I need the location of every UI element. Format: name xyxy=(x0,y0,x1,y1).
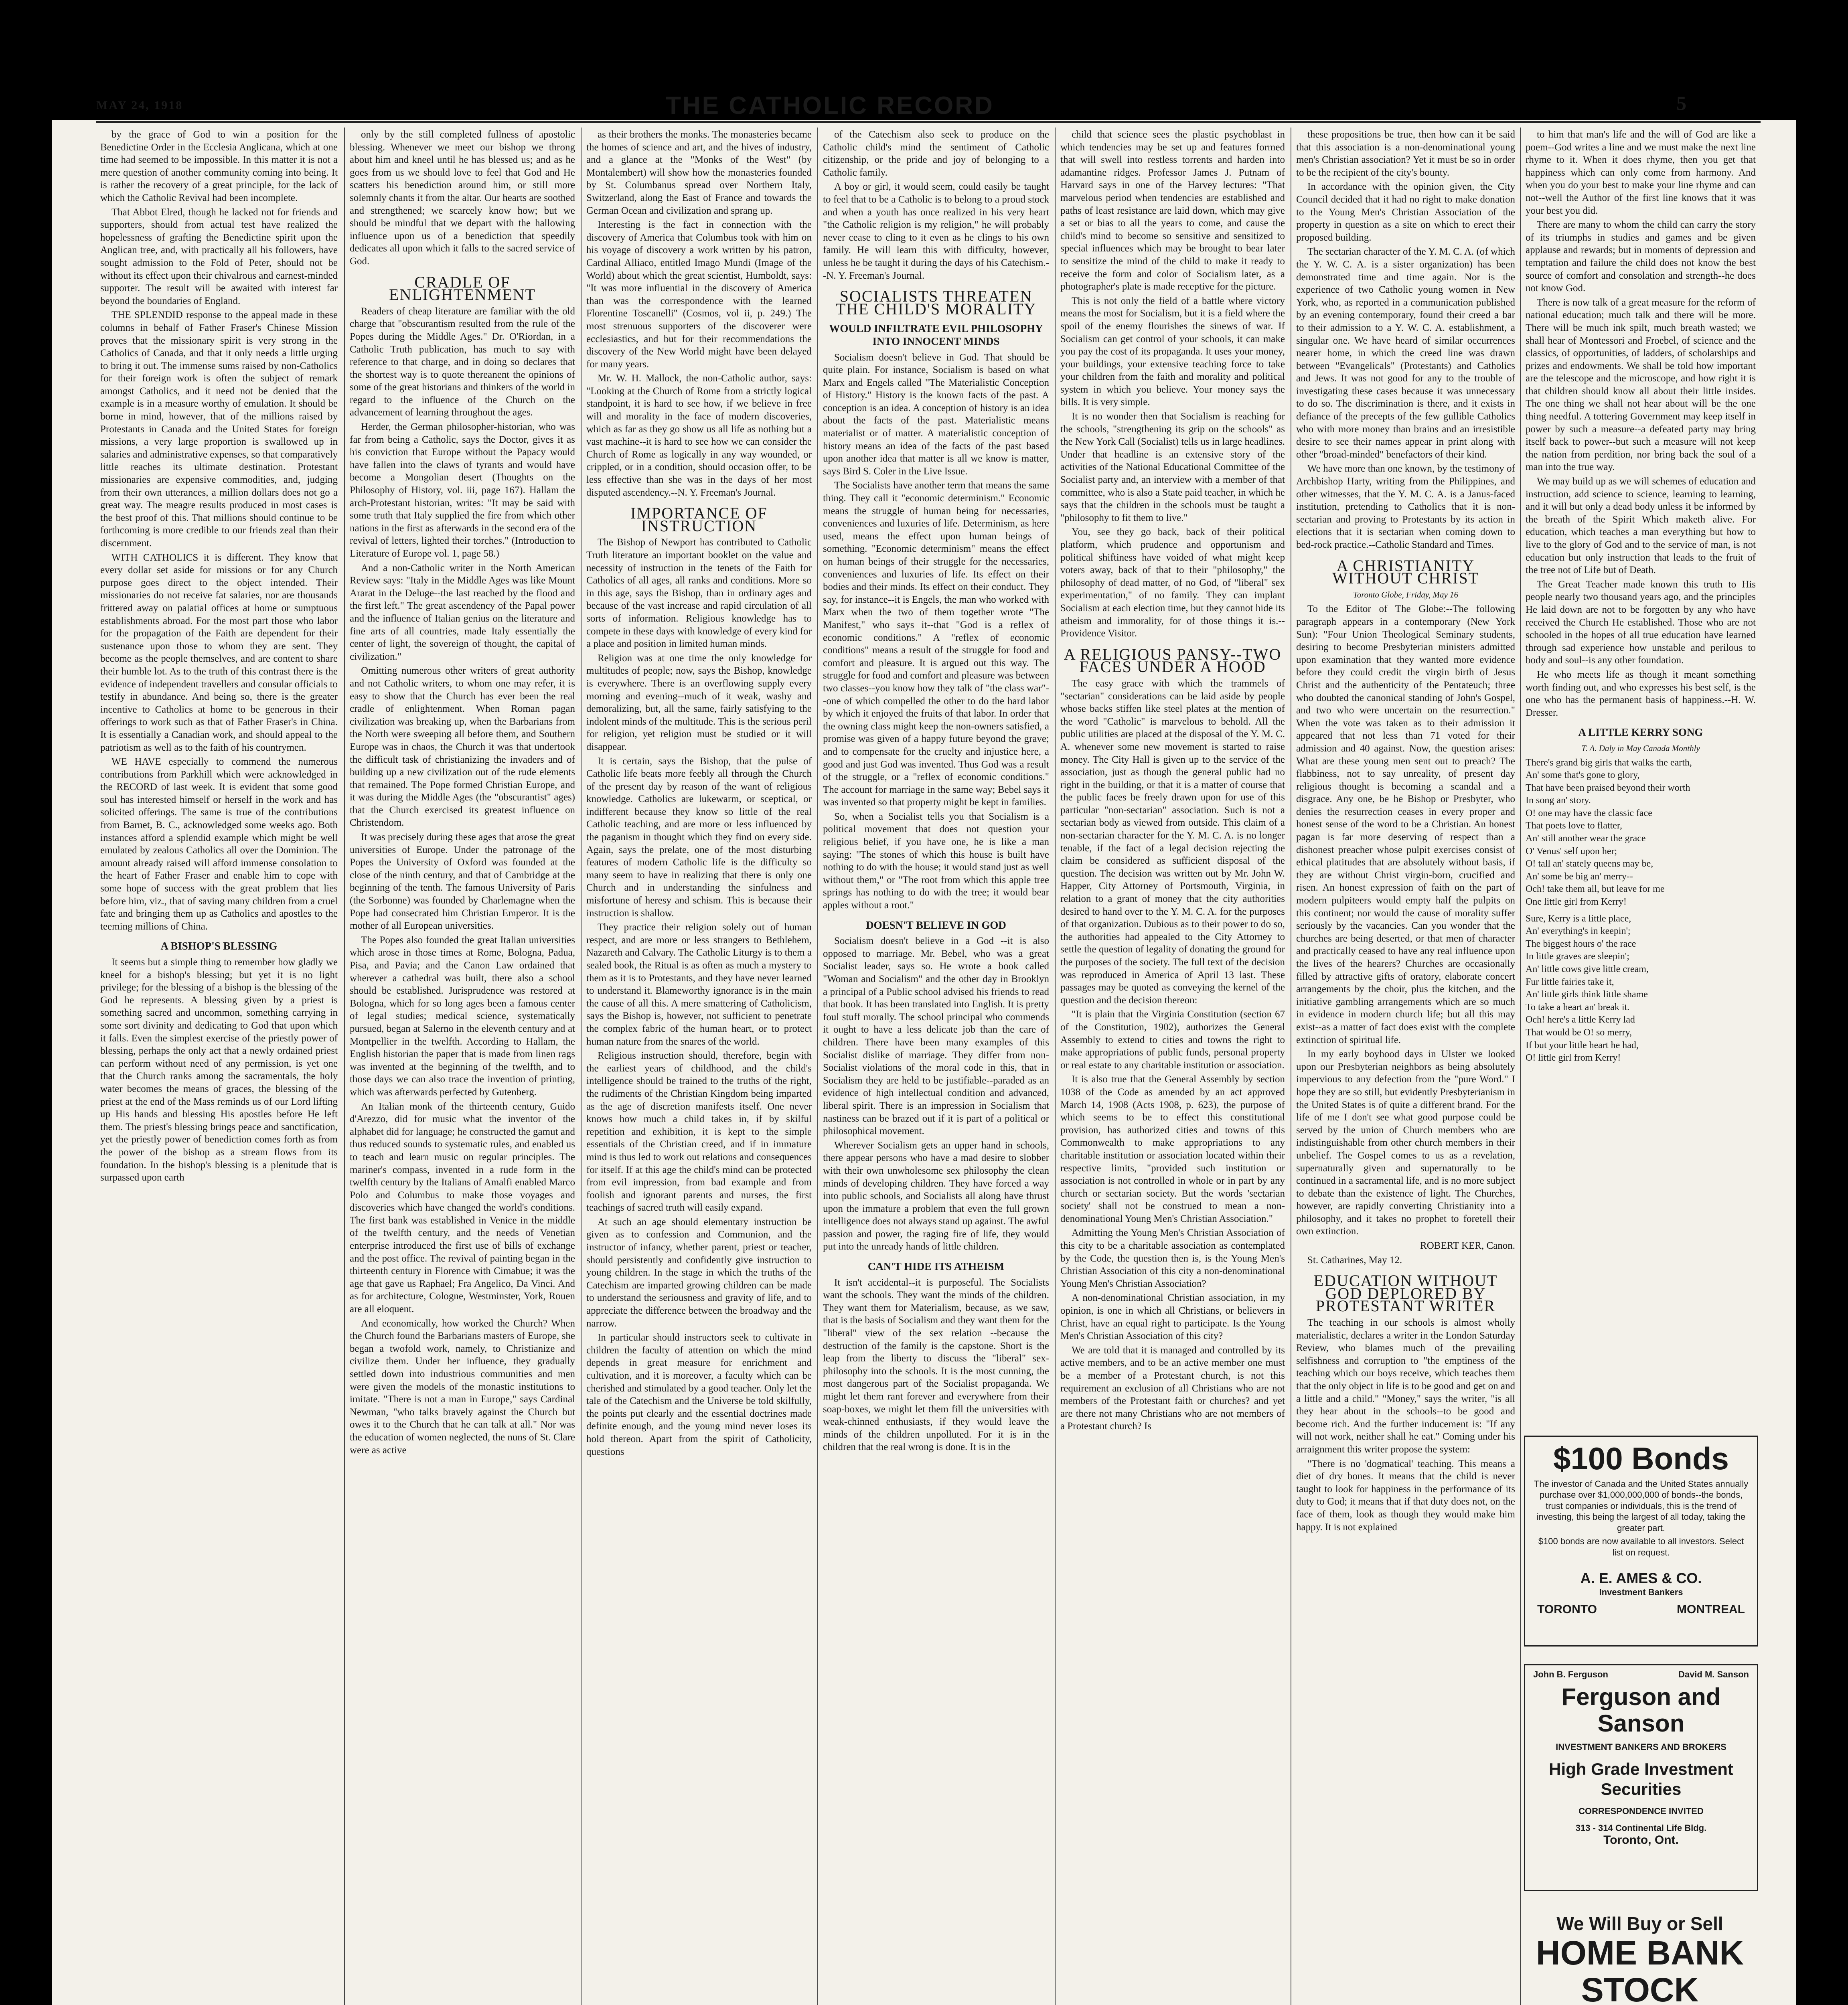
article-paragraph: child that science sees the plastic psychoblast in which tendencies may be set up and features formed that will swell into restless torrents and harden into adamantine ridges. Professor James J. Putnam of Harvard says in one of the Harvey lectures: "That marvelous period when tendencies are established and paths of least resistance are laid down, which may give a set or bias to all the years to come, and cause the child's mind to become so sensitive and sensitized to special influences which may be brought to bear later to sensitize the mind of the child to make it ready to receive the form and color of Socialism later, as a photographer's plate is made receptive for the picture. xyxy=(1060,129,1285,292)
article-paragraph: In particular should instructors seek to cultivate in children the faculty of attention on which the mind depends in great measure for enrichment and cultivation, and it is moreover, a faculty which can be cherished and stimulated by a good teacher. Only let the tale of the Catechism and the Universe be told skilfully, the points put clearly and the essential doctrines made definite enough, and the young mind never loses its hold thereon. Apart from the spirit of Catholicity, questions xyxy=(586,1332,812,1457)
article-paragraph: Socialism doesn't believe in God. That should be quite plain. For instance, Socialism is based on what Marx and Engels called "The Materialistic Conception of History." History is the known facts of the past. A conception is an idea. A conception of history is an idea about the facts of the past. Materialistic means materialist or of matter. A materialistic conception of history means an idea of the facts of the past based upon another idea that matter is all we know is matter, says Bird S. Coler in the Live Issue. xyxy=(823,352,1049,477)
headline-cradle-of-enlightenment: CRADLE OF ENLIGHTENMENT xyxy=(389,273,536,304)
dateline: Toronto Globe, Friday, May 16 xyxy=(1353,589,1459,599)
article-paragraph: "It is plain that the Virginia Constitution (section 67 of the Constitution, 1902), authorizes the General Assembly to extend to cities and towns the right to make appropriations of public funds, personal property or real estate to any charitable institution or association. xyxy=(1060,1009,1285,1071)
ad-firm: Ferguson and Sanson xyxy=(1561,1683,1721,1737)
article-paragraph: only by the still completed fullness of apostolic blessing. Whenever we meet our bishop we throng about him and kneel until he has blessed us; and as he goes from us we should love to feel that God and He scatters his benediction around him, or still more solemnly chants it from the altar. Our hearts are soothed and strengthened; we scarcely know how; but we should be mindful that we depart with the hallowing influence upon us of a benediction that speedily dedicates all upon which it falls to the sacred service of God. xyxy=(350,129,575,267)
poem-stanza-1 xyxy=(1526,757,1756,909)
article-paragraph: A non-denominational Christian association, in my opinion, is one in which all Christians, or believers in Christ, have an equal right to participate. Is the Young Men's Christian Association of this city? xyxy=(1060,1292,1285,1342)
poem-line: An' little girls think little shame xyxy=(1526,989,1648,1000)
column-4 xyxy=(823,128,1049,2005)
headline-religious-pansy: A RELIGIOUS PANSY--TWO FACES UNDER A HOOD xyxy=(1064,645,1282,676)
article-paragraph: The sectarian character of the Y. M. C. A. (of which the Y. W. C. A. is a sister organization) has been demonstrated time and time again. Nor is the experience of two Catholic young women in New York, who, as reported in a communication published by an evening contemporary, found their creed a bar to their admission to a Y. W. C. A. establishment, a singular one. We have heard of similar occurrences nearer home, in which the creed line was drawn between "Evangelicals" (Protestants) and Catholics and Jews. It was not good for any to the trouble of investigating these cases because it was unnecessary to do so. The discrimination is there, and it exists in defiance of the precepts of the few gullible Catholics who with more money than brains and an irresistible desire to see their names appear in print along with other "broad-minded" benefactors of their kind. xyxy=(1296,246,1515,460)
subheadline-god: DOESN'T BELIEVE IN GOD xyxy=(866,919,1006,931)
poem-line: O! tall an' stately queens may be, xyxy=(1526,859,1653,869)
signature-place: St. Catharines, May 12. xyxy=(1307,1254,1402,1266)
article-paragraph: This is not only the field of a battle where victory means the most for Socialism, but it is a field where the spoil of the enemy flourishes the sinews of war. If Socialism can get control of your schools, it can make you pay the cost of its propaganda. It uses your money, your buildings, your extensive teaching force to take your children from the faith and morality and political system in which you believe. Your money says the bills. It is very simple. xyxy=(1060,295,1285,408)
article-paragraph: Herder, the German philosopher-historian, who was far from being a Catholic, says the Doctor, gives it as his conviction that Europe without the Papacy would have fallen into the claws of tyrants and would have become a Mongolian desert (Thoughts on the Philosophy of History, vol. iii, page 167). Hallam the arch-Protestant historian, writes: "It may be said with some truth that Italy supplied the fire from which other nations in the first as afterwards in the second era of the revival of letters, lighted their torches." (Introduction to Literature of Europe vol. 1, page 58.) xyxy=(350,421,575,559)
signature: ROBERT KER, Canon. xyxy=(1420,1240,1515,1252)
article-paragraph: as their brothers the monks. The monasteries became the homes of science and art, and the hives of industry, and a glance at the "Monks of the West" (by Montalembert) will show how the monasteries founded by St. Columbanus spread over Northern Italy, Switzerland, along the East of France and towards the German Ocean and civilization and sprang up. xyxy=(586,129,812,216)
article-paragraph: The Bishop of Newport has contributed to Catholic Truth literature an important booklet on the value and necessity of instruction in the tenets of the Faith for Catholics of all ages, all ranks and conditions. More so in this age, says the Bishop, than in ordinary ages and because of the vast increase and rapid circulation of all sorts of information. Religious knowledge has to compete in these days with knowledge of every kind for a place and position in limited human minds. xyxy=(586,537,812,650)
ad-city: MONTREAL xyxy=(1677,1602,1745,1616)
article-paragraph: The Socialists have another term that means the same thing. They call it "economic determinism." Economic means the struggle of human being for necessaries, conveniences and luxuries of life. Determinism, as here used, means the effect upon human beings of something. "Economic determinism" means the effect on human beings of their struggle for the necessaries, conveniences and luxuries of life. Its effect on their bodies and their minds. Its effect on their conduct. They say, for instance--it is Engels, the man who worked with Marx when the two of them together wrote "The Manifest," who says it--that "God is a reflex of economic conditions." A "reflex of economic conditions" means a result of the struggle for food and comfort and pleasure. It is argued out this way. The struggle for food and comfort and pleasure was between two classes--you know how they talk of "the class war"--one of which compelled the other to do the hard labor by which it enjoyed the fruits of that labor. In order that the owning class might keep the non-owners satisfied, a promise was given of a happy future beyond the grave; and to compensate for the cruelty and injustice here, a good and just God was invented. Thus God was a result of the struggle, or a "reflex of economic conditions." The account for marriage in the same way; Bebel says it was invented so that property might be kept in families. xyxy=(823,480,1049,808)
ad-line: STOCK xyxy=(1581,1971,1699,2005)
poem-line: That poets love to flatter, xyxy=(1526,820,1622,831)
article-paragraph: Mr. W. H. Mallock, the non-Catholic author, says: "Looking at the Church of Rome from a strictly logical standpoint, it is hard to see how, if we believe in free will and morality in the face of modern discoveries, which as far as they go show us all life as nothing but a vast machine--it is hard to see how we can consider the Church of Rome as logically in any way wounded, or crippled, or in a condition, should occasion offer, to be less effective than she was in the days of her most disputed ascendency.--N. Y. Freeman's Journal. xyxy=(586,373,812,498)
ad-ferguson-sanson xyxy=(1524,1664,1758,1891)
poem-line: Fur little fairies take it, xyxy=(1526,976,1614,987)
column-divider xyxy=(1520,128,1521,2005)
ad-partner: John B. Ferguson xyxy=(1533,1669,1608,1679)
ad-headline: High Grade Investment Securities xyxy=(1549,1759,1733,1798)
article-paragraph: And a non-Catholic writer in the North American Review says: "Italy in the Middle Ages was like Mount Ararat in the Deluge--the last reached by the flood and the first left." The great ascendency of the Papal power and the influence of Italian genius on the literature and fine arts of all countries, made Italy essentially the center of light, the sovereign of thought, the capital of civilization." xyxy=(350,562,575,662)
poem-line: There's grand big girls that walks the earth, xyxy=(1526,757,1692,768)
poem-line: O! one may have the classic face xyxy=(1526,808,1652,818)
ad-bonds xyxy=(1524,1436,1758,1647)
article-paragraph: To the Editor of The Globe:--The following paragraph appears in a contemporary (New York Sun): "Four Union Theological Seminary students, desiring to become Presbyterian ministers admitted upon examination that they wanted more evidence before they could credit the virgin birth of Jesus Christ and the authenticity of the Pentateuch; three who doubted the canonical standing of John's Gospel, and two who were uncertain on the resurrection." When the vote was taken as to their admission it appeared that not less than 71 voted for their admission and 40 against. Now, the question arises: What are these young men sent out to preach? The flabbiness, not to say unreality, of present day religious thought is becoming a scandal and a disgrace. Any one, be he Bishop or Presbyter, who denies the resurrection ceases in every proper and honest sense of the word to be a Christian. An honest pagan is far more deserving of respect than a dishonest preacher whose pulpit exercises consist of ethical platitudes that are absolutely without basis, if they are without Christ virgin-born, crucified and risen. An honest expression of faith on the part of modern pulpiteers would empty half the pulpits on this continent; nor would the cause of morality suffer seriously by the vacancies. Can you wonder that the churches are being deserted, or that men of character and practically ceased to have any real influence upon the lives of the hearers? Churches are occasionally filled by attractive gifts of oratory, elaborate concert arrangements by the choir, plus the kitchen, and the initiative gambling arrangements which are so much in evidence in modern church life; but all this may exist--as a matter of fact does exist with the complete extinction of spiritual life. xyxy=(1296,604,1515,1045)
article-paragraph: You, see they go back, back of their political platform, which prudence and opportunism and political shiftiness have voided of what might keep voters away, back of that to their "philosophy," the philosophy of dead matter, of no God, of "liberal" sex experimentation," of no family. They can implant Socialism at each election time, but they cannot hide its atheism and immorality, for of those things it is.--Providence Visitor. xyxy=(1060,527,1285,639)
article-paragraph: Omitting numerous other writers of great authority and not Catholic writers, to whom one may refer, it is easy to show that the Church has ever been the real cradle of enlightenment. When Roman pagan civilization was breaking up, when the Barbarians from the North were sweeping all before them, and Southern Europe was in chaos, the Church it was that undertook the difficult task of christianizing the invaders and of building up a new civilization out of the rude elements that remained. The Pope formed Christian Europe, and it was during the Middle Ages (the "obscurantist" ages) that the Church exercised its greatest influence on Christendom. xyxy=(350,665,575,828)
poem-line: In little graves are sleepin'; xyxy=(1526,951,1629,962)
article-paragraph: It was precisely during these ages that arose the great universities of Europe. Under the patronage of the Popes the University of Oxford was founded at the close of the ninth century, and that of Cambridge at the beginning of the tenth. The famous University of Paris (the Sorbonne) was founded by Charlemagne when the Pope had consecrated him Christian Emperor. It is the mother of all European universities. xyxy=(350,832,575,932)
poem-line: In song an' story. xyxy=(1526,795,1591,806)
ad-line: We Will Buy or Sell xyxy=(1556,1913,1723,1934)
headline-kerry-song: A LITTLE KERRY SONG xyxy=(1578,726,1703,739)
poem-line: An' still another wear the grace xyxy=(1526,833,1646,844)
article-paragraph: of the Catechism also seek to produce on the Catholic child's mind the sentiment of Catholic citizenship, or the pride and joy of belonging to a Catholic family. xyxy=(823,129,1049,178)
poem-line: If but your little heart he had, xyxy=(1526,1040,1639,1051)
article-paragraph: In my early boyhood days in Ulster we looked upon our Presbyterian neighbors as being absolutely impervious to any defection from the "pure Word." I hope they are so still, but evidently Presbyterianism in the United States is of quite a different brand. For the life of me I don't see what good purpose could be served by the union of Church members who are indistinguishable from other church members in their unbelief. The Gospel comes to us as a revelation, supernaturally given and supernaturally to be continued in a sacramental life, and is no more subject to debate than the existence of light. The Churches, however, are rapidly converting Christianity into a philosophy, and it takes no prophet to foretell their own extinction. xyxy=(1296,1049,1515,1237)
column-divider xyxy=(344,128,345,2005)
issue-date: MAY 24, 1918 xyxy=(96,99,183,112)
headline-bishops-blessing: A BISHOP'S BLESSING xyxy=(160,940,278,952)
ad-firm-sub: Investment Bankers xyxy=(1599,1587,1683,1598)
article-paragraph: It is also true that the General Assembly by section 1038 of the Code as amended by an act approved March 14, 1908 (Acts 1908, p. 623), the purpose of which seems to be to effect this constitutional provision, has authorized cities and towns of this Commonwealth to make appropriations to any charitable institution or association located within their respective limits, "provided such institution or association is not controlled in whole or in part by any church or sectarian society. But the words 'sectarian society' shall not be construed to mean a non-denominational Young Men's Christian Association." xyxy=(1060,1074,1285,1224)
article-paragraph: He who meets life as though it meant something worth finding out, and who expresses his best self, is the one who has the permanent basis of happiness.--H. W. Dresser. xyxy=(1526,669,1756,718)
column-2 xyxy=(350,128,575,2005)
article-paragraph: by the grace of God to win a position for the Benedictine Order in the Ecclesia Anglicana, which at one time had seemed to be impossible. In this matter it is not a mere question of another community coming into being. It is rather the recovery of a great principle, for the lack of which the Catholic Revival had been incomplete. xyxy=(100,129,338,203)
article-paragraph: The Popes also founded the great Italian universities which arose in those times at Rome, Bologna, Padua, Pisa, and Pavia; and the Canon Law ordained that wherever a cathedral was built, there also a school should be established. Jurisprudence was restored at Bologna, which for so long ages been a famous center of legal studies; medical science, systematically pursued, began at Salerno in the eleventh century and at Montpellier in the twelfth. According to Hallam, the English historian the paper that is made from linen rags was invented at the beginning of the twelfth, and to those days we can also trace the invention of printing, which was afterwards perfected by Gutenberg. xyxy=(350,934,575,1098)
poem-line: An' some be big an' merry-- xyxy=(1526,871,1633,882)
ad-cities xyxy=(1525,1598,1757,1621)
ad-correspondence: CORRESPONDENCE INVITED xyxy=(1578,1806,1704,1817)
article-paragraph: We are told that it is managed and controlled by its active members, and to be an active member one must be a member of a Protestant church, is not this requirement an exclusion of all Christians who are not members of the Protestant faith or churches? and yet are there not many Christians who are not members of a Protestant church? Is xyxy=(1060,1345,1285,1432)
ad-headline: $100 Bonds xyxy=(1553,1441,1729,1476)
column-divider xyxy=(581,128,582,2005)
article-paragraph: In accordance with the opinion given, the City Council decided that it had no right to make donation to the Young Men's Christian Association of the property in question as a site on which to erect their proposed building. xyxy=(1296,181,1515,243)
column-divider xyxy=(817,128,818,2005)
page-number: 5 xyxy=(1676,92,1686,114)
masthead-rule xyxy=(96,121,1761,123)
article-paragraph: The Great Teacher made known this truth to His people nearly two thousand years ago, and the principles He laid down are not to be forgotten by any who have received the Church He established. Those who are not schooled in the hopes of all true education have learned through sad experience how unstable and perilous to body and soul--is any other foundation. xyxy=(1526,579,1756,666)
ad-home-bank xyxy=(1524,1909,1756,2005)
headline-importance-of-instruction: IMPORTANCE OF INSTRUCTION xyxy=(630,504,768,535)
poem-line: An' little cows give little cream, xyxy=(1526,964,1649,974)
article-paragraph: WITH CATHOLICS it is different. They know that every dollar set aside for missions or for any Church purpose goes direct to the object intended. Their missionaries do not receive fat salaries, nor are thousands frittered away on palatial offices at home or sumptuous establishments abroad. For the most part those who labor for the propagation of the Faith are dependent for their sustenance upon those to whom they are sent. They become as the people themselves, and are content to share their humble lot. As to the truth of this contrast there is the evidence of independent travellers and consular officials to testify in abundance. And being so, there is the greater incentive to Catholics at home to be generous in their offerings to work such as that of Father Fraser's in China. It is essentially a Canadian work, and should appeal to the patriotism as well as to the faith of his countrymen. xyxy=(100,552,338,753)
headline-education-without-god: EDUCATION WITHOUT GOD DEPLORED BY PROTESTANT WRITER xyxy=(1313,1272,1498,1315)
poem-line: That have been praised beyond their worth xyxy=(1526,782,1690,793)
article-paragraph: There is now talk of a great measure for the reform of national education; much talk and there will be more. There will be much ink spilt, much breath wasted; we shall hear of Montessori and Froebel, of science and the classics, of opportunities, of ladders, of scholarships and prizes and endowments. We shall be told how important are the telescope and the microscope, and how right it is that children should know all about their little insides. The one thing we shall not hear about will be the one thing needful. A tottering Government may keep itself in power by such a measure--a defeated party may bring itself back to power--but such a measure will not keep the nation from perdition, nor bring back the soul of a man into the true way. xyxy=(1526,297,1756,473)
ad-address: 313 - 314 Continental Life Bldg. xyxy=(1575,1823,1707,1833)
poem-line: Sure, Kerry is a little place, xyxy=(1526,913,1631,924)
article-paragraph: Wherever Socialism gets an upper hand in schools, there appear persons who have a mad desire to slobber with their own unwholesome sex philosophy the clean minds of developing children. They have forced a way into public schools, and Socialists all along have thrust upon the immature a problem that even the full grown intelligence does not always stand up against. The awful passion and power, the raging fire of life, they would put into the unready hands of little children. xyxy=(823,1140,1049,1252)
poem-credit: T. A. Daly in May Canada Monthly xyxy=(1581,743,1700,753)
article-paragraph: Admitting the Young Men's Christian Association of this city to be a charitable association as contemplated by the Code, the question then is, is the Young Men's Christian Association of this city a non-denominational Young Men's Christian Association? xyxy=(1060,1227,1285,1289)
ad-note: $100 bonds are now available to all investors. Select list on request. xyxy=(1538,1536,1744,1557)
poem-line: Och! here's a little Kerry lad xyxy=(1526,1015,1635,1025)
poem-line: An' some that's gone to glory, xyxy=(1526,770,1640,781)
article-paragraph: A boy or girl, it would seem, could easily be taught to feel that to be a Catholic is to belong to a proud stock and when a youth has once realized in his very heart "the Catholic religion is my religion," he will probably never cease to cling to it even as he clings to his own family. He will learn this with difficulty, however, unless he be taught it during the days of his Catechism.--N. Y. Freeman's Journal. xyxy=(823,181,1049,281)
article-paragraph: to him that man's life and the will of God are like a poem--God writes a line and we must make the next line rhyme to it. When it does rhyme, then you get that happiness which can only come from harmony. And when you do your best to make your line rhyme and can not--well the Author of the first line knows that it was your best you did. xyxy=(1526,129,1756,216)
column-3 xyxy=(586,128,812,2005)
article-paragraph: It is certain, says the Bishop, that the pulse of Catholic life beats more feebly all through the Church of the present day by reason of the want of religious knowledge. Catholics are lukewarm, or sceptical, or indifferent because they know so little of the real Catholic teaching, and are more or less influenced by the paganism in thought which they find on every side. Again, says the prelate, one of the most disturbing features of modern Catholic life is the difficulty so many seem to have in realizing that there is only one Church and in understanding the sinfulness and misfortune of heresy and schism. This is because their instruction is shallow. xyxy=(586,755,812,919)
article-paragraph: It is no wonder then that Socialism is reaching for the schools, "strengthening its grip on the schools" as the New York Call (Socialist) tells us in large headlines. Under that headline is an extensive story of the activities of the National Educational Committee of the Socialist party and, an interview with a member of that committee, who is also a State paid teacher, in which he says that the children in the schools must be taught a "philosophy to fit them to live." xyxy=(1060,411,1285,523)
column-6 xyxy=(1296,128,1515,2005)
ad-partner: David M. Sanson xyxy=(1678,1669,1749,1679)
column-7 xyxy=(1526,128,1756,1428)
article-paragraph: It isn't accidental--it is purposeful. The Socialists want the schools. They want the minds of the children. They want them for Materialism, because, as we saw, that is the basis of Socialism and they want them for the "liberal" view of the sex relation --because the destruction of the family is the capstone. Short is the leap from the liberty to discuss the "liberal" sex-philosophy into the schools. It is the most cunning, the most dangerous part of the Socialist propaganda. We might let them rant forever and everywhere from their soap-boxes, we might let them fill the universities with weak-chinned enthusiasts, if they would leave the minds of the children unpolluted. For it is in the children that the real wrong is done. It is in the xyxy=(823,1277,1049,1453)
article-paragraph: Religious instruction should, therefore, begin with the earliest years of childhood, and the child's intelligence should be trained to the truths of the right, the rudiments of the Christian Kingdom being imparted as the age of discretion manifests itself. One never knows how much a child takes in, if by skilful repetition and exhibition, it is kept to the simple essentials of the Christian creed, and if in immature mind is thus led to work out relations and consequences for itself. If at this age the child's mind can be protected from evil impression, from bad example and from foolish and ignorant parents and nurses, the first teachings of sacred truth will easily expand. xyxy=(586,1050,812,1213)
article-paragraph: WE HAVE especially to commend the numerous contributions from Parkhill which were acknowledged in the RECORD of last week. It is evident that some good soul has interested himself or herself in the work and has solicited offerings. The same is true of the contributions from Barnet, B. C., acknowledged some weeks ago. Both instances afford a splendid example which might be well emulated by zealous Catholics all over the Dominion. The amount already raised will afford immense consolation to the heart of Father Fraser and enable him to cope with some hope of success with the great problem that lies before him, viz., that of saving many children from a cruel fate and bringing them up as Catholics and apostles to the teeming millions of China. xyxy=(100,756,338,932)
article-paragraph: Interesting is the fact in connection with the discovery of America that Columbus took with him on his voyage of discovery a work written by his patron, Cardinal Alliaco, entitled Imago Mundi (Image of the World) about which the great scientist, Humboldt, says: "It was more influential in the discovery of America than was the correspondence with the learned Florentine Toscanelli" (Cosmos, vol ii, p. 249.) The most strenuous supporters of the discoverer were ecclesiastics, and but for their recommendations the discovery of the New World might have been delayed for many years. xyxy=(586,219,812,370)
poem-line: To take a heart an' break it. xyxy=(1526,1002,1630,1013)
subheadline-socialists: WOULD INFILTRATE EVIL PHILOSOPHY INTO INNOCENT MINDS xyxy=(829,322,1043,347)
subheadline-atheism: CAN'T HIDE ITS ATHEISM xyxy=(867,1260,1005,1273)
article-paragraph: And economically, how worked the Church? When the Church found the Barbarians masters of Europe, she began a twofold work, namely, to Christianize and civilize them. Under her influence, they gradually settled down into industrious communities and men were given the models of the monastic institutions to imitate. "There is not a man in Europe," says Cardinal Newman, "who talks bravely against the Church but owes it to the Church that he can talk at all." Nor was the education of women neglected, the nuns of St. Clare were as active xyxy=(350,1318,575,1456)
article-paragraph: It seems but a simple thing to remember how gladly we kneel for a bishop's blessing; but yet it is no light privilege; for the blessing of a bishop is the blessing of the God he represents. A blessing given by a priest is something sacred and uncommon, something carrying in some sort divinity and dedicating to God that upon which it falls. Even the simplest exercise of the priestly power of blessing, perhaps the only act that a newly ordained priest can perform without need of any permission, is yet one that the Church ranks among the sacramentals, the holy water becomes the means of graces, the blessing of the priest at the end of the Mass reminds us of our Lord lifting up His hands and blessing His apostles before He left them. The priest's blessing brings peace and sanctification, yet the priestly power of benediction comes forth as from the power of the bishop as a stream flows from its foundation. In the bishop's blessing is a plenitude that is surpassed upon earth xyxy=(100,957,338,1183)
headline-christianity-without-christ: A CHRISTIANITY WITHOUT CHRIST xyxy=(1332,556,1479,587)
article-paragraph: That Abbot Elred, though he lacked not for friends and supporters, should from actual test have realized the hopelessness of grafting the Benedictine spirit upon the Anglican tree, and, with practically all his followers, have sought admission to the Fold of Peter, should not be without its effect upon their chivalrous and earnest-minded supporter. The result will be awaited with interest far beyond the boundaries of England. xyxy=(100,207,338,306)
ad-partners xyxy=(1525,1665,1757,1684)
poem-line: O' Venus' self upon her; xyxy=(1526,846,1617,857)
ad-body: The investor of Canada and the United States annually purchase over $1,000,000,000 of bonds--the bonds, trust companies or individuals, this is the trend of investing, this being the largest of all today, taking the greater part. xyxy=(1534,1478,1749,1533)
article-paragraph: We have more than one known, by the testimony of Archbishop Harty, writing from the Philippines, and other witnesses, that the Y. M. C. A. is a Janus-faced institution, pretending to Catholics that it is non-sectarian and proving to Protestants by its action in elections that it is sectarian when coming down to bed-rock practice.--Catholic Standard and Times. xyxy=(1296,463,1515,550)
ad-city: TORONTO xyxy=(1537,1602,1597,1616)
article-paragraph: There are many to whom the child can carry the story of its triumphs in studies and games and be given applause and rewards; but in moments of depression and temptation and failure the child does not know the best source of comfort and consolation and strength--he does not know God. xyxy=(1526,219,1756,294)
poem-line: One little girl from Kerry! xyxy=(1526,897,1627,907)
poem-line: Och! take them all, but leave for me xyxy=(1526,884,1665,895)
column-1 xyxy=(100,128,338,2005)
article-paragraph: The teaching in our schools is almost wholly materialistic, declares a writer in the London Saturday Review, who blames much of the prevailing selfishness and corruption to "the emptiness of the teaching which our boys receive, which teaches them that the only object in life is to be good and get on and a little and a child." "Money," says the writer, "is all they hear about in the schools--to be good and become rich. And the further inducement is: "If any will not work, neither shall he eat." Coming under his arraignment this writer propose the system: xyxy=(1296,1317,1515,1455)
column-5 xyxy=(1060,128,1285,2005)
article-paragraph: An Italian monk of the thirteenth century, Guido d'Arezzo, did for music what the inventor of the alphabet did for language; he constructed the gamut and thus reduced sounds to systematic rules, and enabled us to teach and learn music on regular principles. The mariner's compass, invented in a rude form in the twelfth century by the Italians of Amalfi enabled Marco Polo and Columbus to make those voyages and discoveries which have changed the world's conditions. The first bank was established in Venice in the middle of the twelfth century, and the needs of Venetian enterprise introduced the first use of bills of exchange and the post office. The revival of painting began in the thirteenth century in Florence with Cimabue; it was the age that gave us Raphael; Fra Angelico, Da Vinci. And as for architecture, Cologne, Westminster, York, Rouen are all eloquent. xyxy=(350,1101,575,1315)
ad-tagline: INVESTMENT BANKERS AND BROKERS xyxy=(1556,1742,1726,1752)
article-paragraph: these propositions be true, then how can it be said that this association is a non-denominational young men's Christian association? Yet it must be so in order to be the recipient of the city's bounty. xyxy=(1296,129,1515,178)
headline-socialists-threaten: SOCIALISTS THREATEN THE CHILD'S MORALITY xyxy=(835,287,1037,318)
article-paragraph: They practice their religion solely out of human respect, and are more or less strangers to Bethlehem, Nazareth and Calvary. The Catholic Liturgy is to them a sealed book, the Ritual is as often as much a mystery to them as it is to Protestants, and they have never learned to understand it. Blameworthy ignorance is in the main the cause of all this. A mere smattering of Catholicism, says the Bishop is, however, not sufficient to penetrate the complex fabric of the human heart, or to protect human nature from the snares of the world. xyxy=(586,922,812,1047)
poem-line: That would be O! so merry, xyxy=(1526,1027,1632,1038)
article-paragraph: Readers of cheap literature are familiar with the old charge that "obscurantism resulted from the rule of the Popes during the Middle Ages." Dr. O'Riordan, in a Catholic Truth publication, has much to say with reference to that charge, and in doing so declares that the shortest way is to quote thereanent the opinions of some of the great historians and thinkers of the world in regard to the influence of the Church on the advancement of learning throughout the ages. xyxy=(350,306,575,418)
poem-line: O! little girl from Kerry! xyxy=(1526,1053,1621,1063)
article-paragraph: "There is no 'dogmatical' teaching. This means a diet of dry bones. It means that the child is never taught to look for happiness in the performance of its duty to God; it means that if that duty does not, on the face of them, look as though they would make him happy. It is not explained xyxy=(1296,1458,1515,1533)
poem-stanza-2 xyxy=(1526,913,1756,1065)
article-paragraph: At such an age should elementary instruction be given as to confession and Communion, and the instructor of infancy, whether parent, priest or teacher, should persistently and confidently give instruction to young children. In the stage in which the truths of the Catechism are imparted growing children can be made to understand the seriousness and gravity of life, and to appreciate the difference between the broadway and the narrow. xyxy=(586,1216,812,1329)
ad-firm: A. E. AMES & CO. xyxy=(1580,1570,1702,1587)
article-paragraph: Religion was at one time the only knowledge for multitudes of people; now, says the Bishop, knowledge is everywhere. There is an overflowing supply every morning and evening--much of it weak, washy and demoralizing, but, all the same, fairly satisfying to the indolent minds of the multitude. This is the serious peril for religion, yet religion must be studied or it will disappear. xyxy=(586,652,812,752)
ad-line: HOME BANK xyxy=(1536,1934,1744,1972)
article-paragraph: Socialism doesn't believe in a God --it is also opposed to marriage. Mr. Bebel, who was a great Socialist leader, says so. He wrote a book called "Woman and Socialism" and the other day in Brooklyn a principal of a Public school advised his friends to read that book. It has been translated into English. It is pretty foul stuff morally. The school principal who commends it ought to have a less delicate job than the care of children. There have been many examples of this Socialist dislike of marriage. They differ from non-Socialist violations of the moral code in this, that in Socialism they are held to be justifiable--paraded as an evidence of high intellectual condition and advanced, liberal spirit. There is an impression in Socialism that nastiness can be brazed out if it is part of a political or philosophical movement. xyxy=(823,936,1049,1137)
article-paragraph: We may build up as we will schemes of education and instruction, add science to science, learning to learning, and it will but only a dead body unless it be informed by the breath of the Spirit Which maketh alive. For education, which teaches a man everything but how to live to the glory of God and to the service of man, is not education but only instruction that leads to the fruit of the tree not of Life but of Death. xyxy=(1526,476,1756,576)
newspaper-title: THE CATHOLIC RECORD xyxy=(666,92,994,119)
ad-city: Toronto, Ont. xyxy=(1603,1833,1679,1847)
poem-line: An' everything's in keepin'; xyxy=(1526,926,1631,937)
article-paragraph: The easy grace with which the trammels of "sectarian" considerations can be laid aside by people whose backs stiffen like steel plates at the mention of the word "Catholic" is marvelous to behold. All the public utilities are placed at the disposal of the Y. M. C. A. whenever some new movement is started to raise money. The City Hall is given up to the service of the association, just as though the general public had no right in the building, or that it is a matter of course that the public faces be freely drawn upon for use of this particular "non-sectarian" association. Such is not a sectarian body as viewed from outside. This claim of a non-sectarian character for the Y. M. C. A. is no longer tenable, if the fact of a legal decision rejecting the claim be considered as sufficient disposal of the question. The decision was written out by Mr. John W. Happer, City Attorney of Portsmouth, Virginia, in relation to a grant of money that the city authorities desired to hand over to the Y. M. C. A. for the purposes of that organization. Dubious as to their power to do so, the authorities had appealed to the City Attorney to settle the question of legality of donating the ground for the purposes of the society. The full text of the decision was reproduced in America of April 13 last. These passages may be quoted as conveying the kernel of the question and the decision thereon: xyxy=(1060,678,1285,1006)
article-paragraph: So, when a Socialist tells you that Socialism is a political movement that does not question your religious belief, if you have one, he is like a man saying: "The stones of which this house is built have nothing to do with the house; it would stand just as well without them," or "The root from which this apple tree springs has nothing to do with the tree; it would bear apples without a root." xyxy=(823,811,1049,911)
column-divider xyxy=(1055,128,1056,2005)
article-paragraph: THE SPLENDID response to the appeal made in these columns in behalf of Father Fraser's Chinese Mission proves that the missionary spirit is very strong in the Catholics of Canada, and that it only needs a little urging to bring it out. The immense sums raised by non-Catholics for their foreign work is often the subject of remark amongst Catholics, and it need not be denied that the example is in a measure worthy of emulation. It should be borne in mind, however, that of the millions raised by Protestants in Canada and the United States for foreign missions, a very large proportion is swallowed up in salaries and administrative expenses, so that comparatively little reaches its ultimate destination. Protestant missionaries are expensive commodities, and, judging from their own utterances, a million dollars does not go a great way. The meagre results produced in most cases is the best proof of this. That millions should continue to be forthcoming is more credible to our friends zeal than their discernment. xyxy=(100,310,338,549)
poem-line: The biggest hours o' the race xyxy=(1526,938,1636,949)
